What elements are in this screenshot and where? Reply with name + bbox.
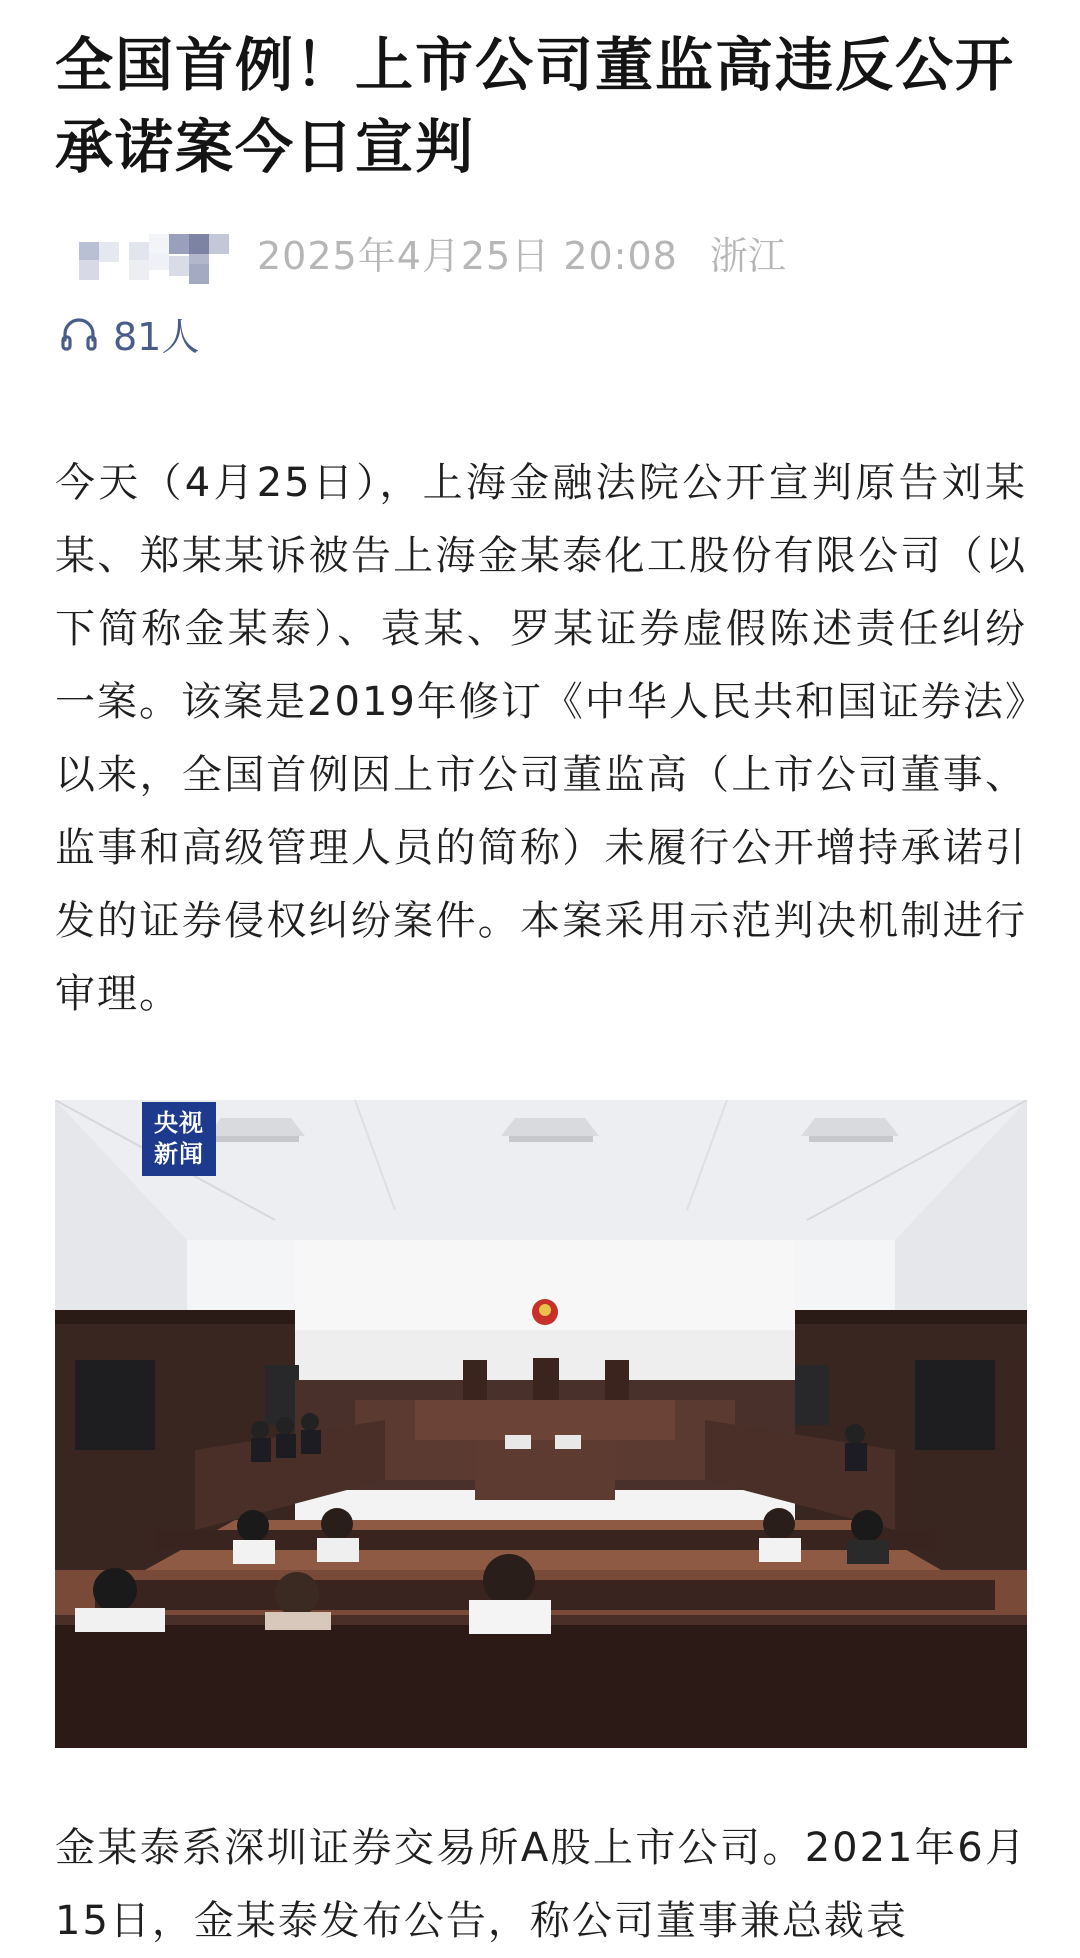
pixelated-avatar-icon[interactable] — [79, 226, 229, 278]
article — [55, 0, 1027, 1944]
listen-count-text: 81人 — [113, 315, 200, 359]
courtroom-illustration — [55, 1100, 1027, 1748]
headphone-icon — [59, 314, 99, 354]
article-meta — [55, 226, 786, 278]
logo-line-2: 新闻 — [154, 1140, 204, 1168]
cctv-news-logo — [142, 1102, 216, 1176]
logo-line-1: 央视 — [154, 1109, 204, 1137]
publish-region: 浙江 — [709, 233, 786, 278]
article-paragraph: 金某泰系深圳证券交易所A股上市公司。2021年6月15日，金某泰发布公告，称公司董事兼总裁袁 — [55, 1825, 1027, 1944]
publish-time: 2025年4月25日 20:08 — [257, 233, 678, 278]
article-paragraph: 今天（4月25日），上海金融法院公开宣判原告刘某某、郑某某诉被告上海金某泰化工股份有限公司（以下简称金某泰）、袁某、罗某证券虚假陈述责任纠纷一案。该案是2019年修订《中华人民共和国证券法》以来，全国首例因上市公司董监高（上市公司董事、监事和高级管理人员的简称）未履行公开增持承诺引发的证券侵权纠纷案件。本案采用示范判决机制进行审理。 — [55, 460, 1027, 1017]
courtroom-photo[interactable] — [55, 1100, 1027, 1748]
listen-count[interactable] — [59, 306, 199, 361]
article-title: 全国首例！上市公司董监高违反公开承诺案今日宣判 — [55, 31, 1016, 181]
